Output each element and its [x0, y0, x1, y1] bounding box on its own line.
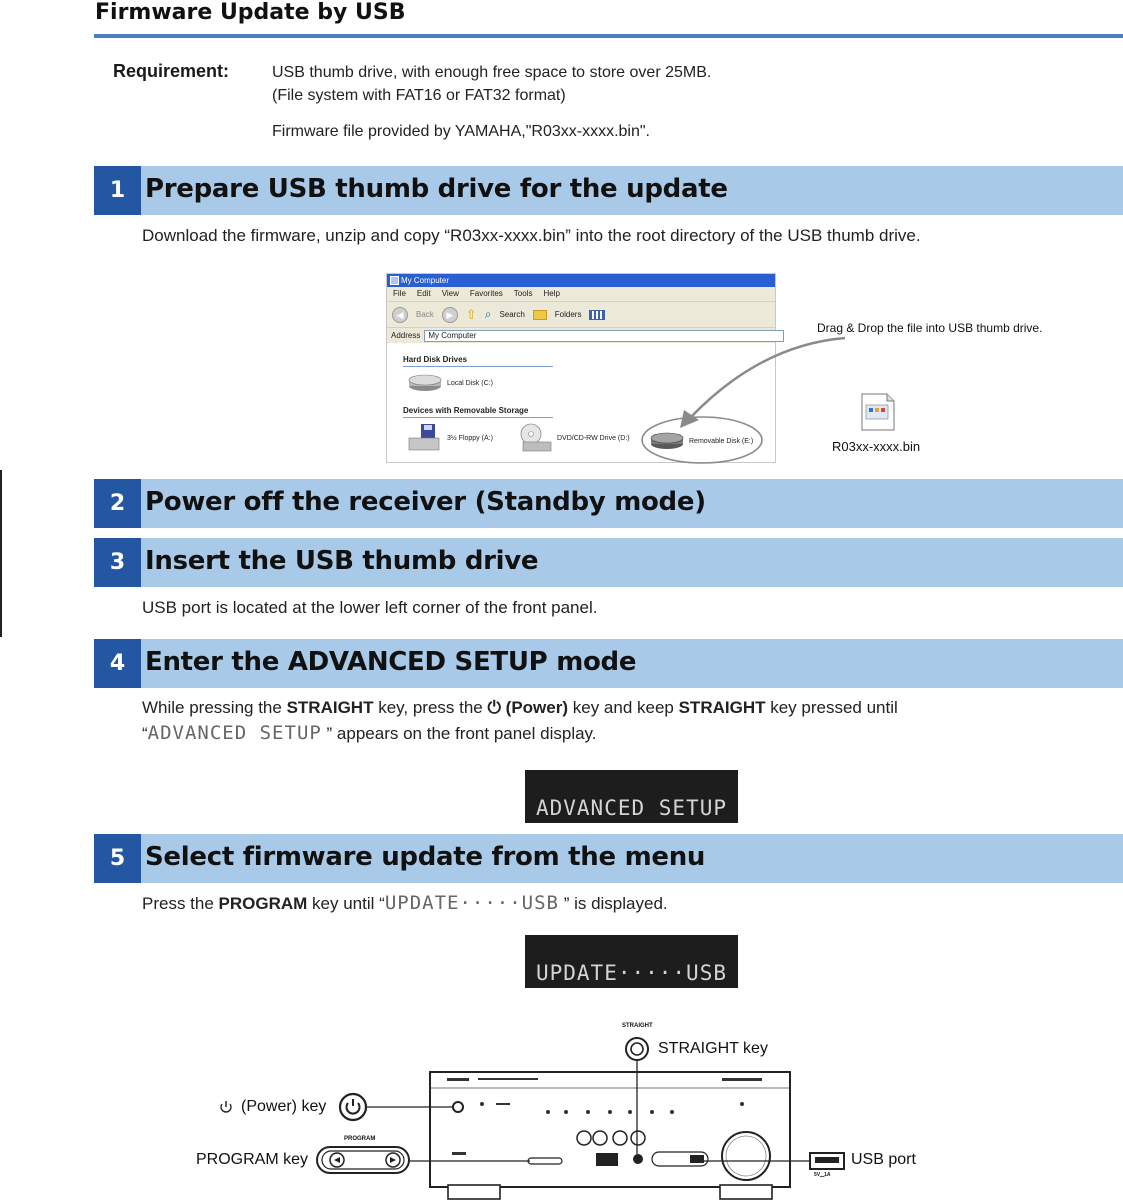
requirement-label: Requirement:	[113, 61, 230, 81]
text-run: key pressed until	[765, 698, 898, 717]
search-button-label[interactable]: Search	[499, 310, 525, 319]
step-1-text: Download the firmware, unzip and copy “R03xx-xxxx.bin” into the root directory of the USB thumb drive.	[142, 226, 921, 245]
text-run: key until “	[307, 894, 385, 913]
panel-power-button[interactable]	[453, 1102, 463, 1112]
requirement-line-1: USB thumb drive, with enough free space to store over 25MB.	[272, 64, 712, 81]
power-key-callout-icon	[340, 1094, 366, 1120]
section-removable-storage: Devices with Removable Storage	[403, 406, 529, 415]
panel-mark	[452, 1152, 466, 1155]
local-disk-label: Local Disk (C:)	[447, 379, 493, 387]
lcd-inline-text: ADVANCED SETUP	[147, 722, 322, 744]
removable-disk-label: Removable Disk (E:)	[689, 437, 754, 445]
power-key-ref: (Power)	[505, 698, 569, 717]
dvd-drive-label: DVD/CD-RW Drive (D:)	[557, 434, 630, 442]
usb-port-label: USB port	[851, 1151, 916, 1168]
usb-port-slot	[815, 1157, 839, 1163]
receiver-foot	[720, 1185, 772, 1199]
requirement-line-2: (File system with FAT16 or FAT32 format)	[272, 87, 566, 104]
text-run: While pressing the	[142, 698, 287, 717]
straight-key-label: STRAIGHT key	[658, 1040, 768, 1057]
step-5-number: 5	[94, 834, 141, 883]
power-key-label: (Power) key	[241, 1098, 327, 1115]
requirement-line-3: Firmware file provided by YAMAHA,"R03xx-xxxx.bin".	[272, 123, 650, 140]
text-run: key and keep	[568, 698, 679, 717]
usb-spec-label: 5V⁔1A	[814, 1172, 831, 1178]
step-1-number: 1	[94, 166, 141, 215]
floppy-label: 3½ Floppy (A:)	[447, 434, 493, 442]
text-run: ” appears on the front panel display.	[321, 724, 597, 743]
back-button-label[interactable]: Back	[416, 310, 434, 319]
menu-edit[interactable]: Edit	[416, 289, 431, 298]
folders-button-label[interactable]: Folders	[554, 310, 582, 319]
panel-straight-button[interactable]	[633, 1154, 643, 1164]
step-1-title: Prepare USB thumb drive for the update	[145, 174, 728, 204]
power-icon: ⏻	[487, 698, 501, 717]
step-3-text: USB port is located at the lower left corner of the front panel.	[142, 598, 598, 617]
panel-headphone-port	[596, 1153, 618, 1166]
panel-program-selector[interactable]	[528, 1158, 562, 1164]
explorer-window-title: My Computer	[401, 276, 450, 285]
section-hard-disk-drives: Hard Disk Drives	[403, 355, 468, 364]
power-icon	[221, 1101, 231, 1112]
panel-usb-port[interactable]	[690, 1155, 704, 1163]
menu-help[interactable]: Help	[543, 289, 560, 298]
volume-knob[interactable]	[722, 1132, 770, 1180]
program-key-label: PROGRAM key	[196, 1151, 309, 1168]
text-run: “	[142, 724, 148, 743]
address-label: Address	[391, 331, 421, 340]
step-5-title: Select firmware update from the menu	[145, 842, 706, 872]
step-4-number: 4	[94, 639, 141, 688]
program-small-label: PROGRAM	[344, 1136, 376, 1142]
lcd-inline-text: UPDATE·····USB	[384, 892, 559, 914]
front-panel-display: UPDATE·····USB	[525, 935, 738, 988]
step-2-number: 2	[94, 479, 141, 528]
straight-key-callout-inner	[631, 1043, 643, 1055]
menu-view[interactable]: View	[441, 289, 459, 298]
straight-key-ref: STRAIGHT	[678, 698, 766, 717]
straight-key-ref: STRAIGHT	[286, 698, 374, 717]
drag-drop-caption: Drag & Drop the file into USB thumb drive.	[817, 321, 1043, 335]
text-run: ” is displayed.	[558, 894, 668, 913]
up-folder-icon[interactable]: ⇧	[465, 306, 477, 322]
menu-file[interactable]: File	[393, 289, 406, 298]
forward-arrow-icon[interactable]: ▶	[442, 307, 458, 323]
address-value: My Computer	[428, 330, 477, 340]
step-2-title: Power off the receiver (Standby mode)	[145, 487, 706, 517]
back-arrow-icon[interactable]: ◀	[392, 307, 408, 323]
menu-favorites[interactable]: Favorites	[469, 289, 503, 298]
step-3-title: Insert the USB thumb drive	[145, 546, 539, 576]
text-run: key, press the	[373, 698, 488, 717]
firmware-file-name: R03xx-xxxx.bin	[832, 439, 921, 454]
front-panel-display: ADVANCED SETUP	[525, 770, 738, 823]
straight-small-label: STRAIGHT	[622, 1023, 653, 1029]
step-3-number: 3	[94, 538, 141, 587]
program-key-ref: PROGRAM	[218, 894, 308, 913]
text-run: Press the	[142, 894, 219, 913]
menu-tools[interactable]: Tools	[513, 289, 533, 298]
search-icon[interactable]: ⌕	[484, 307, 492, 321]
receiver-foot	[448, 1185, 500, 1199]
page-title: Firmware Update by USB	[95, 0, 406, 25]
step-4-title: Enter the ADVANCED SETUP mode	[145, 647, 637, 677]
